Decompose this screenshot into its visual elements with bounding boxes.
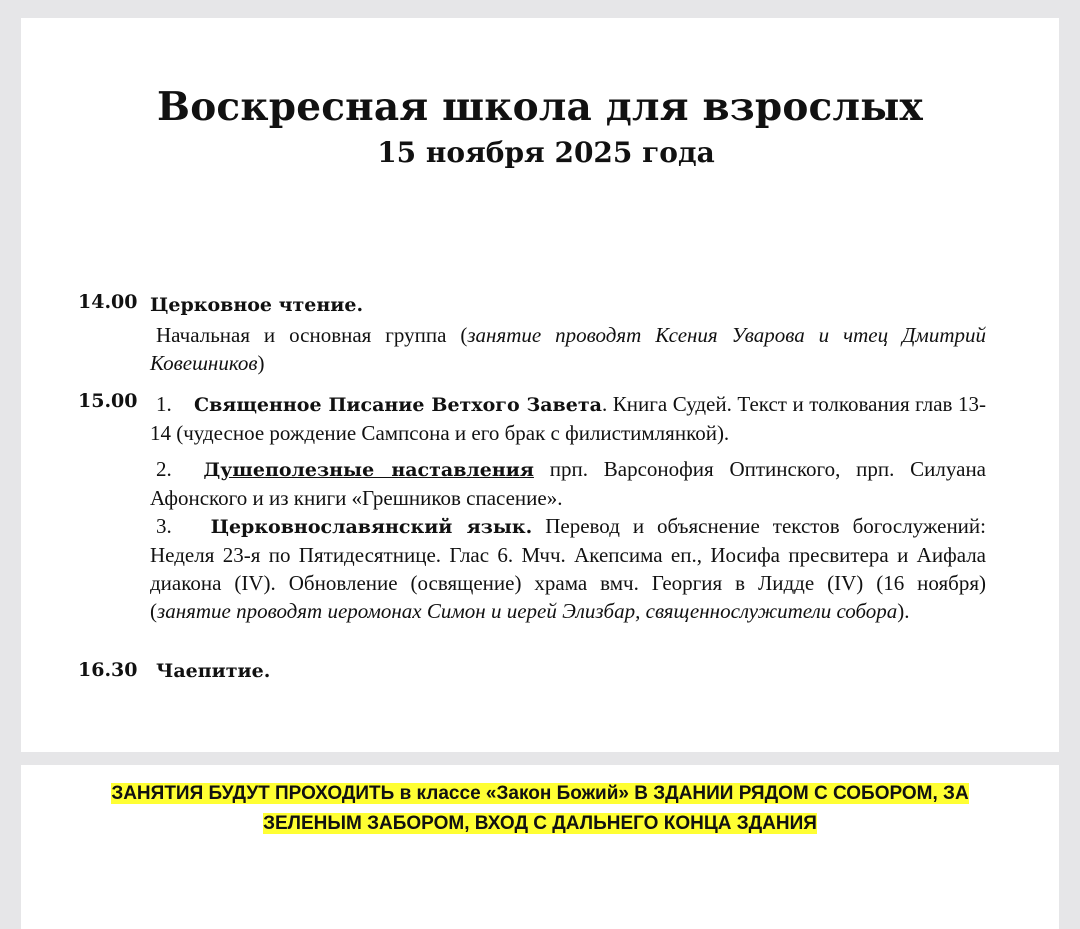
list-item: 2. Душеполезные наставления прп. Варсонофия Оптинского, прп. Силуана Афонского и из книги «Грешников спасение».: [150, 457, 986, 510]
time-label: 14.00: [78, 291, 138, 313]
notice-page: [21, 765, 1059, 929]
page-title: Воскресная школа для взрослых: [157, 84, 923, 130]
list-item: 3. Церковнославянский язык. Перевод и объяснение текстов богослужений: Неделя 23-я по Пятидесятнице. Глас 6. Мчч. Акепсима еп., Иосифа пресвитера и Аифала диакона (IV). Обновление (освящение) храма вмч. Георгия в Лидде (IV) (16 ноября) (занятие проводят иеромонах Симон и иерей Элизбар, священнослужители собора).: [150, 514, 986, 623]
entry-heading: Чаепитие.: [156, 660, 271, 682]
entry-description: Начальная и основная группа (занятие проводят Ксения Уварова и чтец Дмитрий Ковешников): [150, 323, 986, 375]
page-date: 15 ноября 2025 года: [377, 136, 715, 169]
schedule-entry: [150, 290, 986, 319]
document-page: [21, 18, 1059, 752]
schedule-entry: [150, 656, 986, 685]
location-notice: ЗАНЯТИЯ БУДУТ ПРОХОДИТЬ в классе «Закон Божий» В ЗДАНИИ РЯДОМ С СОБОРОМ, ЗА ЗЕЛЕНЫМ ЗАБОРОМ, ВХОД С ДАЛЬНЕГО КОНЦА ЗДАНИЯ: [111, 783, 969, 834]
time-label: 16.30: [78, 659, 138, 681]
list-item: 1. Священное Писание Ветхого Завета. Книга Судей. Текст и толкования глав 13-14 (чудесное рождение Сампсона и его брак с филистимлянкой).: [150, 392, 986, 445]
time-label: 15.00: [78, 390, 138, 412]
entry-heading: Церковное чтение.: [150, 294, 364, 316]
